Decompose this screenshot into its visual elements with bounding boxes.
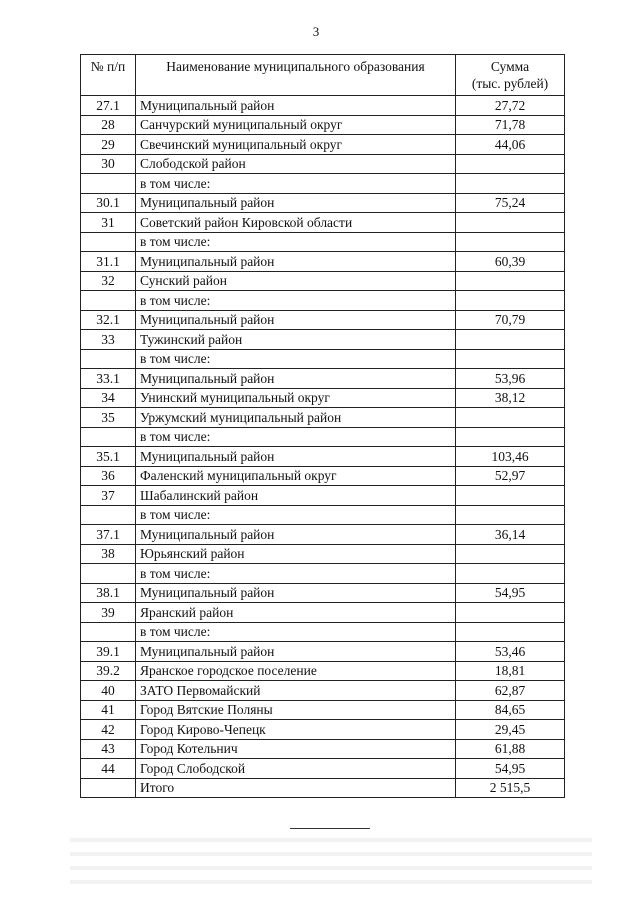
table-row: [81, 720, 565, 740]
row-name: Унинский муниципальный округ: [136, 388, 456, 408]
table-row: [81, 193, 565, 213]
row-name: Муниципальный район: [136, 447, 456, 467]
row-sum: [456, 603, 565, 623]
row-name: Слободской район: [136, 154, 456, 174]
table-row: [81, 96, 565, 116]
row-name: Город Кирово-Чепецк: [136, 720, 456, 740]
row-name: Город Слободской: [136, 759, 456, 779]
row-number: [81, 564, 136, 584]
table-row: [81, 115, 565, 135]
table-row: [81, 603, 565, 623]
table-row: [81, 505, 565, 525]
row-sum: 62,87: [456, 681, 565, 701]
header-row: [81, 55, 565, 96]
table-row: [81, 291, 565, 311]
table-row: [81, 739, 565, 759]
row-name: в том числе:: [136, 349, 456, 369]
table-row: [81, 525, 565, 545]
row-number: 30.1: [81, 193, 136, 213]
row-sum: [456, 232, 565, 252]
table-row: [81, 427, 565, 447]
row-name: Санчурский муниципальный округ: [136, 115, 456, 135]
table-row: [81, 622, 565, 642]
row-sum: 54,95: [456, 583, 565, 603]
table-row: [81, 349, 565, 369]
row-number: 38.1: [81, 583, 136, 603]
row-number: 39.1: [81, 642, 136, 662]
row-name: Фаленский муниципальный округ: [136, 466, 456, 486]
row-name: Уржумский муниципальный район: [136, 408, 456, 428]
row-number: [81, 291, 136, 311]
row-sum: 18,81: [456, 661, 565, 681]
row-sum: [456, 330, 565, 350]
row-name: Город Котельнич: [136, 739, 456, 759]
row-sum: 52,97: [456, 466, 565, 486]
page-number: 3: [312, 24, 320, 39]
table-row: [81, 154, 565, 174]
row-name: Тужинский район: [136, 330, 456, 350]
row-name: Шабалинский район: [136, 486, 456, 506]
row-number: 44: [81, 759, 136, 779]
row-name: в том числе:: [136, 291, 456, 311]
row-sum: 71,78: [456, 115, 565, 135]
row-sum: 61,88: [456, 739, 565, 759]
row-sum: 36,14: [456, 525, 565, 545]
row-number: 35.1: [81, 447, 136, 467]
row-sum: 44,06: [456, 135, 565, 155]
table-row: [81, 271, 565, 291]
row-name: Юрьянский район: [136, 544, 456, 564]
row-number: 37.1: [81, 525, 136, 545]
row-name: Свечинский муниципальный округ: [136, 135, 456, 155]
row-name: в том числе:: [136, 232, 456, 252]
row-sum: [456, 154, 565, 174]
row-name: Муниципальный район: [136, 525, 456, 545]
row-name: Муниципальный район: [136, 369, 456, 389]
table-row: [81, 447, 565, 467]
header-name: Наименование муниципального образования: [136, 55, 456, 96]
row-number: 36: [81, 466, 136, 486]
row-sum: [456, 544, 565, 564]
row-sum: 29,45: [456, 720, 565, 740]
row-name: Муниципальный район: [136, 310, 456, 330]
row-number: 33: [81, 330, 136, 350]
row-sum: 38,12: [456, 388, 565, 408]
row-sum: [456, 213, 565, 233]
table-row: [81, 583, 565, 603]
row-name: в том числе:: [136, 427, 456, 447]
table-row: [81, 135, 565, 155]
row-sum: [456, 349, 565, 369]
table-row: [81, 408, 565, 428]
row-number: 31.1: [81, 252, 136, 272]
row-name: Муниципальный район: [136, 583, 456, 603]
row-number: [81, 622, 136, 642]
row-number: 35: [81, 408, 136, 428]
scan-artifact: [70, 880, 592, 884]
row-number: 41: [81, 700, 136, 720]
row-sum: 53,46: [456, 642, 565, 662]
header-sum: [456, 55, 565, 96]
row-name: ЗАТО Первомайский: [136, 681, 456, 701]
table-row: [81, 232, 565, 252]
row-sum: [456, 174, 565, 194]
table-row: [81, 661, 565, 681]
row-number: 40: [81, 681, 136, 701]
table-body: [81, 96, 565, 798]
row-number: 32: [81, 271, 136, 291]
row-number: 32.1: [81, 310, 136, 330]
row-name: Муниципальный район: [136, 193, 456, 213]
row-number: 28: [81, 115, 136, 135]
row-sum: 84,65: [456, 700, 565, 720]
row-sum: 54,95: [456, 759, 565, 779]
row-number: [81, 232, 136, 252]
table-row: [81, 330, 565, 350]
table-row: [81, 369, 565, 389]
table-row: [81, 759, 565, 779]
row-name: Яранский район: [136, 603, 456, 623]
table-row: [81, 174, 565, 194]
row-number: 30: [81, 154, 136, 174]
table-row: [81, 310, 565, 330]
row-sum: [456, 564, 565, 584]
row-number: 42: [81, 720, 136, 740]
row-sum: 75,24: [456, 193, 565, 213]
row-name: Муниципальный район: [136, 96, 456, 116]
row-sum: [456, 505, 565, 525]
table-row: [81, 388, 565, 408]
scan-artifact: [70, 852, 592, 856]
row-name: Муниципальный район: [136, 642, 456, 662]
row-sum: 60,39: [456, 252, 565, 272]
row-number: [81, 778, 136, 798]
table-row: [81, 213, 565, 233]
table-row: [81, 700, 565, 720]
row-name: Муниципальный район: [136, 252, 456, 272]
row-name: Итого: [136, 778, 456, 798]
row-sum: 53,96: [456, 369, 565, 389]
row-number: [81, 349, 136, 369]
row-name: Советский район Кировской области: [136, 213, 456, 233]
row-sum: 27,72: [456, 96, 565, 116]
row-name: в том числе:: [136, 564, 456, 584]
row-number: 43: [81, 739, 136, 759]
table-row: [81, 252, 565, 272]
row-sum: [456, 408, 565, 428]
row-sum: 103,46: [456, 447, 565, 467]
row-sum: [456, 486, 565, 506]
table-row: [81, 544, 565, 564]
row-number: [81, 427, 136, 447]
table-row: [81, 466, 565, 486]
table-row: [81, 642, 565, 662]
row-number: 31: [81, 213, 136, 233]
row-name: в том числе:: [136, 174, 456, 194]
allocation-table: [80, 54, 565, 798]
row-name: Яранское городское поселение: [136, 661, 456, 681]
row-sum: 2 515,5: [456, 778, 565, 798]
row-number: 29: [81, 135, 136, 155]
table-row: [81, 564, 565, 584]
row-number: 38: [81, 544, 136, 564]
table-row: [81, 778, 565, 798]
scan-artifact: [70, 838, 592, 842]
separator-line: [290, 828, 370, 829]
header-sum-line2: (тыс. рублей): [471, 76, 549, 91]
header-sum-line1: Сумма: [490, 59, 530, 74]
row-sum: [456, 271, 565, 291]
row-sum: 70,79: [456, 310, 565, 330]
scan-artifact: [70, 866, 592, 870]
table-row: [81, 486, 565, 506]
row-name: в том числе:: [136, 622, 456, 642]
row-name: в том числе:: [136, 505, 456, 525]
row-sum: [456, 427, 565, 447]
table-header: [81, 55, 565, 96]
row-name: Сунский район: [136, 271, 456, 291]
row-sum: [456, 622, 565, 642]
row-number: [81, 174, 136, 194]
row-sum: [456, 291, 565, 311]
row-number: 33.1: [81, 369, 136, 389]
row-number: 39.2: [81, 661, 136, 681]
header-num: № п/п: [81, 55, 136, 96]
row-number: [81, 505, 136, 525]
row-number: 34: [81, 388, 136, 408]
row-number: 27.1: [81, 96, 136, 116]
table-row: [81, 681, 565, 701]
row-name: Город Вятские Поляны: [136, 700, 456, 720]
row-number: 37: [81, 486, 136, 506]
row-number: 39: [81, 603, 136, 623]
